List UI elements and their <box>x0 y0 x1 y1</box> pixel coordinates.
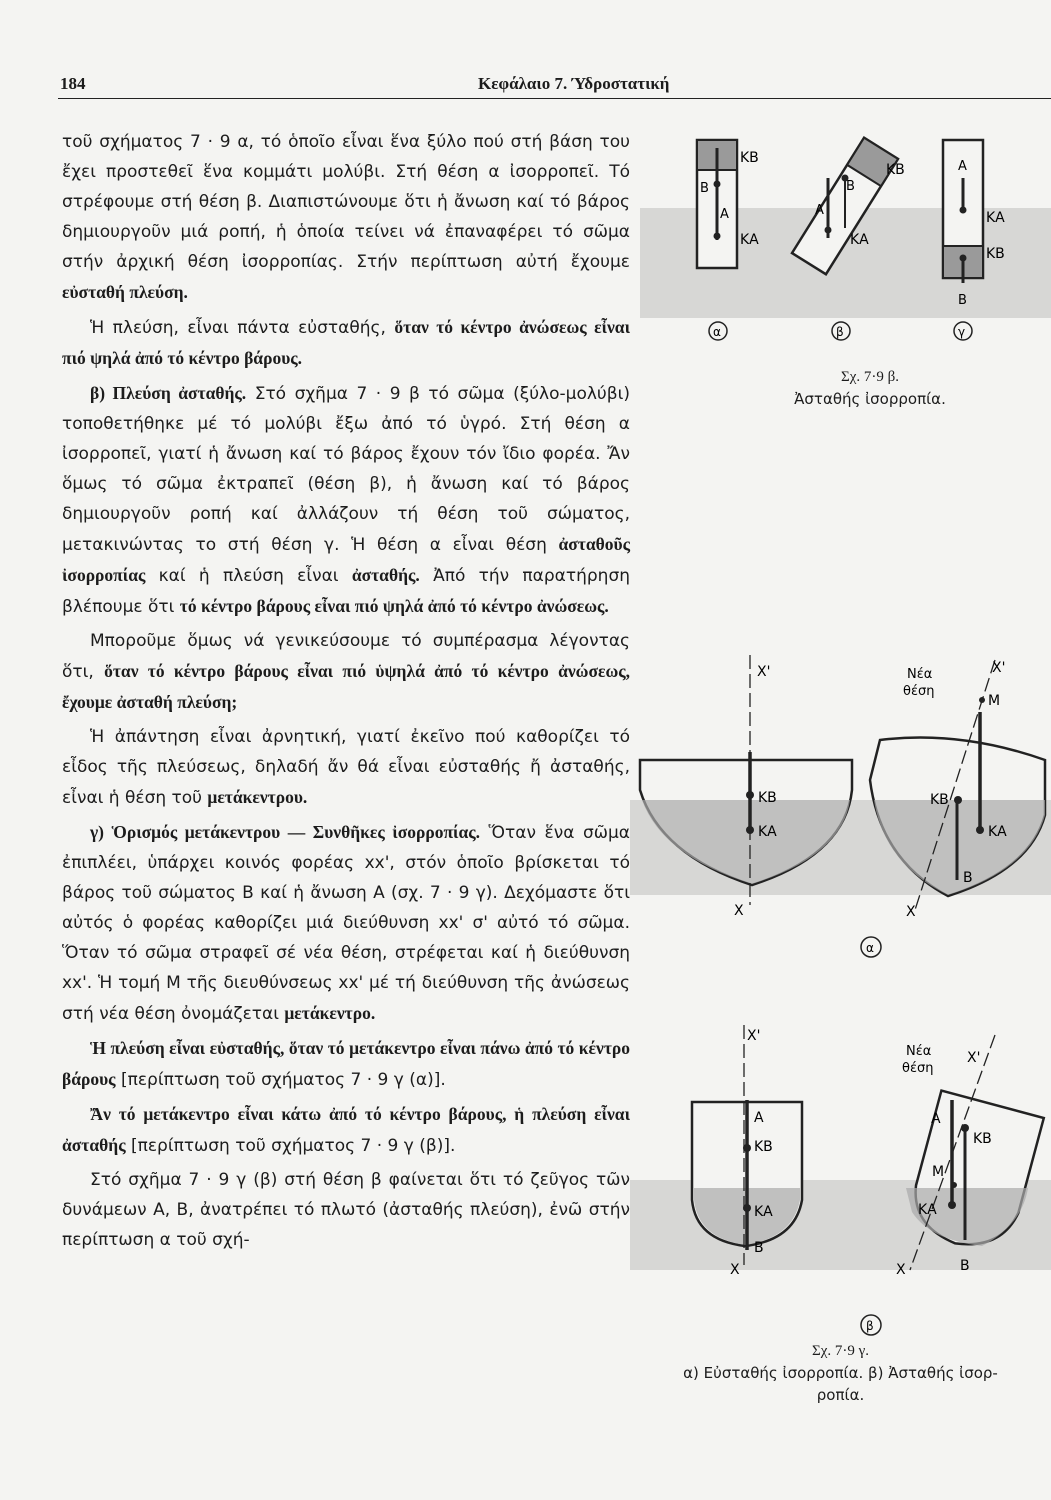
lower-right-kb-dot <box>961 1124 969 1132</box>
figure-7-9-b-caption-number: Σχ. 7·9 β. <box>840 369 899 385</box>
lower-left-a-label: A <box>754 1110 764 1126</box>
panel-b-ka-label: ΚΑ <box>850 232 869 248</box>
figure-7-9-c-caption-line-1: α) Εὐσταθής ἰσορροπία. β) Ἀσταθής ἰσορ- <box>683 1364 998 1382</box>
panel-label-a: α <box>713 325 721 339</box>
panel-c-b-label: B <box>958 293 967 308</box>
panel-b-kb-label: ΚΒ <box>886 162 905 178</box>
upper-right-thesi-label: θέση <box>903 684 935 699</box>
panel-c-kb-label: ΚΒ <box>986 246 1005 262</box>
header-rule <box>58 98 1051 99</box>
figure-7-9-b-caption <box>760 366 980 410</box>
upper-right-kb-dot <box>954 796 962 804</box>
paragraph-5: Ἡ ἀπάντηση εἶναι ἀρνητική, γιατί ἐκεῖνο πού καθορίζει τό εἶδος τῆς πλεύσεως, δηλαδή ἄν θά εἶναι εὐσταθής ἤ ἀσταθής, εἶναι ἡ θέση τοῦ μετάκεντρου. <box>62 727 630 808</box>
lower-right-a-label: A <box>931 1111 941 1127</box>
panel-c-ka-label: ΚΑ <box>986 210 1005 226</box>
lower-left-xp-label: X' <box>747 1028 761 1044</box>
upper-left-xp-label: X' <box>757 664 771 680</box>
panel-label-c: γ <box>958 325 966 339</box>
lower-right-thesi-label: θέση <box>902 1061 934 1076</box>
lower-left-ka-dot <box>743 1204 751 1212</box>
upper-left-kb-dot <box>746 791 754 799</box>
panel-a-ka-label: ΚΑ <box>740 232 759 248</box>
lower-right-ka-dot <box>948 1201 956 1209</box>
lower-left-b-label: B <box>754 1240 764 1256</box>
lower-left-ka-label: ΚΑ <box>754 1204 773 1220</box>
upper-right-ka-dot <box>976 826 984 834</box>
panel-c-ka-dot <box>960 207 967 214</box>
figure-7-9-c <box>630 640 1051 1340</box>
upper-right-xp-label: X' <box>992 660 1006 676</box>
lower-right-x-label: X <box>896 1262 906 1278</box>
figure-7-9-b-caption-text: Ἀσταθής ἰσορροπία. <box>794 390 946 408</box>
upper-right-x-label: X <box>906 904 916 920</box>
lower-right-nea-label: Νέα <box>906 1044 932 1059</box>
figure-7-9-c-caption <box>630 1340 1051 1406</box>
paragraph-6: γ) Ὁρισμός μετάκεντρου — Συνθῆκες ἰσορροπίας. Ὅταν ἕνα σῶμα ἐπιπλέει, ὑπάρχει κοινός φορέας xx', στόν ὁποῖο βρίσκεται τό βάρος τοῦ σώματος Β καί ἡ ἄνωση Α (σχ. 7 · 9 γ). Δεχόμαστε ὅτι αὐτός ὁ φορέας καθορίζει μιά διεύθυνση xx' σ' αὐτό τό σῶμα. Ὅταν τό σῶμα στραφεῖ σέ νέα θέση, στρέφεται καί ἡ διεύθυνση xx'. Ἡ τομή Μ τῆς διευθύνσεως xx' μέ τή διεύθυνση τῆς ἀνώσεως στή νέα θέση ὀνομάζεται μετάκεντρο. <box>62 822 630 1024</box>
lower-panel-label: β <box>866 1319 874 1333</box>
upper-left-ka-dot <box>746 826 754 834</box>
lower-right-b-label: B <box>960 1258 970 1274</box>
paragraph-9: Στό σχῆμα 7 · 9 γ (β) στή θέση β φαίνεται ὅτι τό ζεῦγος τῶν δυνάμεων A, B, ἀνατρέπει τό πλωτό (ἀσταθής πλεύση), ἐνῶ στήν περίπτωση α τοῦ σχή- <box>62 1170 630 1250</box>
upper-right-kb-label: ΚΒ <box>930 792 949 808</box>
figure-7-9-c-caption-line-2: ροπία. <box>816 1386 865 1404</box>
upper-left-kb-label: ΚΒ <box>758 790 777 806</box>
figure-7-9-c-caption-number: Σχ. 7·9 γ. <box>811 1343 869 1359</box>
upper-right-ka-label: ΚΑ <box>988 824 1007 840</box>
lower-left-kb-dot <box>743 1144 751 1152</box>
upper-left-ka-label: ΚΑ <box>758 824 777 840</box>
lower-right-ka-label: ΚΑ <box>918 1202 937 1218</box>
paragraph-7: Ἡ πλεύση εἶναι εὐσταθής, ὅταν τό μετάκεντρο εἶναι πάνω ἀπό τό κέντρο βάρους [περίπτωση τοῦ σχήματος 7 · 9 γ (α)]. <box>62 1038 630 1090</box>
upper-right-m-dot <box>979 697 985 703</box>
paragraph-4: Μποροῦμε ὅμως νά γενικεύσουμε τό συμπέρασμα λέγοντας ὅτι, ὅταν τό κέντρο βάρους εἶναι πιό ὑψηλά ἀπό τό κέντρο ἀνώσεως, ἔχουμε ἀσταθή πλεύση; <box>62 631 630 712</box>
panel-label-b: β <box>836 325 844 339</box>
paragraph-2: Ἡ πλεύση, εἶναι πάντα εὐσταθής, ὅταν τό κέντρο ἀνώσεως εἶναι πιό ψηλά ἀπό τό κέντρο βάρους. <box>62 317 630 368</box>
lower-right-kb-label: ΚΒ <box>973 1131 992 1147</box>
lower-left-x-label: X <box>730 1262 740 1278</box>
panel-a-ka-dot <box>714 233 721 240</box>
panel-b-ka-dot <box>825 227 832 234</box>
main-text-column <box>62 127 630 1259</box>
panel-a-kb-label: ΚΒ <box>740 150 759 166</box>
lower-right-xp-label: X' <box>967 1050 981 1066</box>
panel-a-a-label: A <box>720 207 729 222</box>
panel-a-kb-dot <box>714 181 721 188</box>
panel-c-a-label: A <box>958 159 967 174</box>
page-number: 184 <box>60 74 86 93</box>
paragraph-3: β) Πλεύση ἀσταθής. Στό σχῆμα 7 · 9 β τό σῶμα (ξύλο-μολύβι) τοποθετήθηκε μέ τό μολύβι ἔξω ἀπό τό ὑγρό. Στή θέση α ἰσορροπεῖ, γιατί ἡ ἄνωση καί τό βάρος ἔχουν τόν ἴδιο φορέα. Ἄν ὅμως τό σῶμα ἐκτραπεῖ (θέση β), ἡ ἄνωση καί τό βάρος δημιουργοῦν ροπή καί ἀλλάζουν τή θέση τοῦ σώματος, μετακινώντας το στή θέση γ. Ἡ θέση α εἶναι θέση ἀσταθοῦς ἰσορροπίας καί ἡ πλεύση εἶναι ἀσταθής. Ἀπό τήν παρατήρηση βλέπουμε ὅτι τό κέντρο βάρους εἶναι πιό ψηλά ἀπό τό κέντρο ἀνώσεως. <box>62 383 630 617</box>
upper-right-m-label: M <box>988 693 1001 709</box>
panel-a-b-label: B <box>700 181 709 196</box>
lower-right-m-dot <box>951 1182 957 1188</box>
running-title: Κεφάλαιο 7. Ύδροστατική <box>478 74 670 93</box>
upper-right-nea-label: Νέα <box>907 667 933 682</box>
panel-b-a-label: A <box>815 203 824 218</box>
paragraph-1: τοῦ σχήματος 7 · 9 α, τό ὁποῖο εἶναι ἕνα ξύλο πού στή βάση του ἔχει προστεθεῖ ἕνα κομμάτι μολύβι. Στή θέση α ἰσορροπεῖ. Τό στρέφουμε στή θέση β. Διαπιστώνουμε ὅτι ἡ ἄνωση καί τό βάρος δημιουργοῦν μιά ροπή, ἡ ὁποία τείνει νά ἐπαναφέρει τό σῶμα στήν ἀρχική θέση ἰσορροπίας. Στήν περίπτωση αὐτή ἔχουμε εὐσταθή πλεύση. <box>62 132 630 302</box>
upper-panel-label: α <box>866 941 874 955</box>
figure-7-9-b <box>640 118 1051 353</box>
panel-c-kb-dot <box>960 255 967 262</box>
lower-left-kb-label: ΚΒ <box>754 1139 773 1155</box>
panel-b-b-label: B <box>846 179 855 194</box>
lower-right-m-label: M <box>932 1164 945 1180</box>
page-header <box>58 70 1051 100</box>
upper-left-x-label: X <box>734 903 744 919</box>
upper-right-b-label: B <box>963 870 973 886</box>
paragraph-8: Ἄν τό μετάκεντρο εἶναι κάτω ἀπό τό κέντρο βάρους, ἡ πλεύση εἶναι ἀσταθής [περίπτωση τοῦ σχήματος 7 · 9 γ (β)]. <box>62 1104 630 1156</box>
